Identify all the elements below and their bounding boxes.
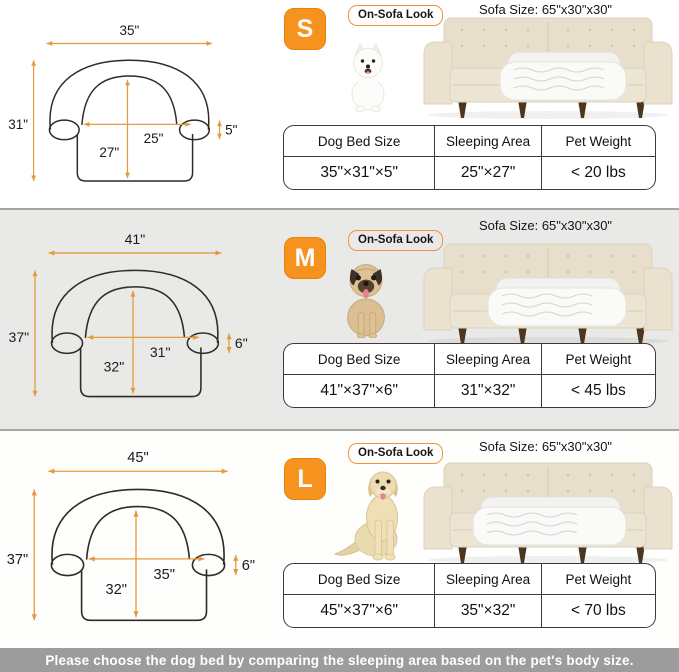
table-header-cell: Dog Bed Size <box>284 564 435 595</box>
dimension-label: 32" <box>103 358 125 375</box>
size-badge-m: M <box>284 237 326 279</box>
dimension-label: 37" <box>8 329 30 346</box>
dimension-label: 41" <box>124 231 146 248</box>
sofa-image <box>418 12 678 120</box>
size-section-m <box>0 210 679 429</box>
table-header-cell: Pet Weight <box>542 126 655 157</box>
table-value-cell: < 20 lbs <box>571 164 626 181</box>
table-header-cell: Sleeping Area <box>435 564 541 595</box>
on-sofa-look-label: On-Sofa Look <box>348 443 443 464</box>
dimension-label: 6" <box>234 335 248 352</box>
dimension-label: 32" <box>105 582 127 599</box>
bed-diagram-m <box>2 218 264 407</box>
dimension-label: 37" <box>6 551 29 568</box>
table-value-cell: 35"×31"×5" <box>284 157 435 189</box>
on-sofa-look-label: On-Sofa Look <box>348 230 443 251</box>
size-section-s <box>0 0 679 208</box>
table-header-cell: Pet Weight <box>542 564 655 595</box>
dimension-label: 45" <box>127 450 149 467</box>
table-header-cell: Dog Bed Size <box>284 344 435 375</box>
dimension-label: 31" <box>149 343 171 360</box>
sofa-size-text: Sofa Size: 65"x30"x30" <box>478 439 613 454</box>
sofa-image <box>418 457 678 565</box>
dimension-label: 25" <box>143 130 164 146</box>
table-header-cell: Sleeping Area <box>435 126 541 157</box>
footer-note: Please choose the dog bed by comparing the sleeping area based on the pet's body size. <box>0 648 679 672</box>
table-value-cell: 41"×37"×6" <box>284 375 435 407</box>
size-badge-s: S <box>284 8 326 50</box>
dimension-label: 31" <box>8 116 29 132</box>
dimension-label: 35" <box>119 23 140 39</box>
table-header-cell: Dog Bed Size <box>284 126 435 157</box>
table-value-cell: < 70 lbs <box>571 602 626 619</box>
size-table-l <box>283 563 656 628</box>
dimension-label: 6" <box>241 557 256 574</box>
sofa-image <box>418 238 678 346</box>
size-section-l <box>0 431 679 648</box>
table-value-cell: 25"×27" <box>435 157 541 189</box>
size-badge-l: L <box>284 458 326 500</box>
size-table-m <box>283 343 656 408</box>
table-header-cell: Pet Weight <box>542 344 655 375</box>
table-header-cell: Sleeping Area <box>435 344 541 375</box>
bed-diagram-s <box>2 10 253 191</box>
labrador-dog-image <box>330 468 430 563</box>
table-value-cell: 45"×37"×6" <box>284 595 435 627</box>
bed-diagram-l <box>0 435 272 631</box>
pomeranian-dog-image <box>343 42 393 112</box>
sofa-size-text: Sofa Size: 65"x30"x30" <box>478 218 613 233</box>
table-value-cell: 31"×32" <box>435 375 541 407</box>
table-value-cell: 35"×32" <box>435 595 541 627</box>
table-value-cell: < 45 lbs <box>571 382 626 399</box>
sofa-size-text: Sofa Size: 65"x30"x30" <box>478 2 613 17</box>
size-table-s <box>283 125 656 190</box>
on-sofa-look-label: On-Sofa Look <box>348 5 443 26</box>
dimension-label: 27" <box>99 144 120 160</box>
dimension-label: 35" <box>153 567 175 584</box>
dimension-label: 5" <box>225 122 238 138</box>
pug-dog-image <box>336 260 396 338</box>
